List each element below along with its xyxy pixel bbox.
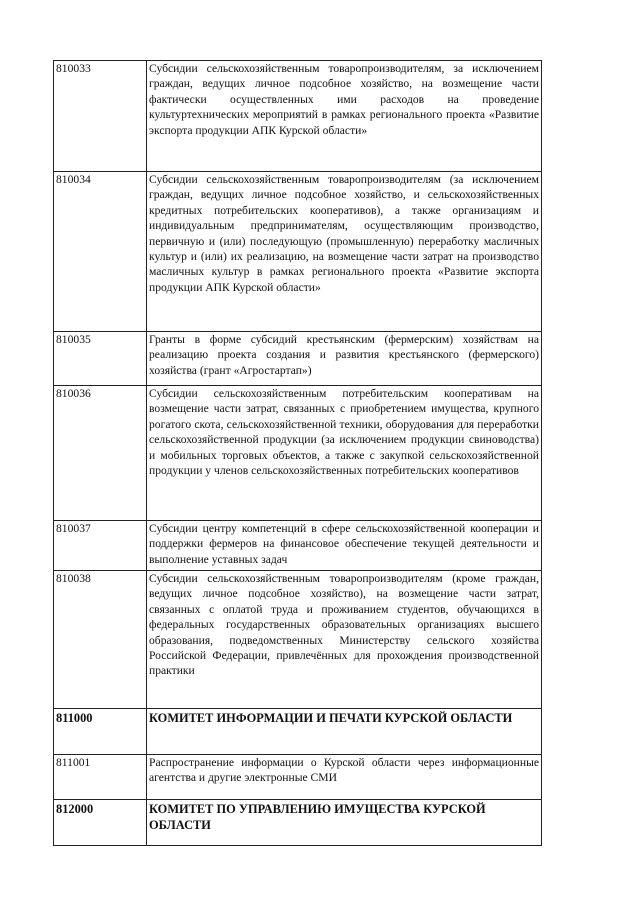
table-row (54, 172, 542, 332)
table-row-department (54, 709, 542, 755)
department-code: 812000 (54, 800, 147, 846)
row-code: 810036 (54, 386, 147, 521)
row-description: Распространение информации о Курской области через информационные агентства и другие электронные СМИ (147, 755, 542, 800)
row-code: 810037 (54, 521, 147, 571)
table-row (54, 755, 542, 800)
table-row (54, 571, 542, 709)
row-description: Субсидии центру компетенций в сфере сельскохозяйственной кооперации и поддержки фермеров на финансовое обеспечение текущей деятельности и выполнение уставных задач (147, 521, 542, 571)
row-code: 810038 (54, 571, 147, 709)
row-code: 811001 (54, 755, 147, 800)
row-description: Субсидии сельскохозяйственным товаропроизводителям, за исключением граждан, ведущих личное подсобное хозяйство, на возмещение части фактически осуществленных ими расходов на проведение культуртехнических мероприятий в рамках регионального проекта «Развитие экспорта продукции АПК Курской области» (147, 61, 542, 172)
department-title: КОМИТЕТ ИНФОРМАЦИИ И ПЕЧАТИ КУРСКОЙ ОБЛАСТИ (147, 709, 542, 755)
row-description: Гранты в форме субсидий крестьянским (фермерским) хозяйствам на реализацию проекта создания и развития крестьянского (фермерского) хозяйства (грант «Агростартап») (147, 332, 542, 386)
department-code: 811000 (54, 709, 147, 755)
table-row (54, 386, 542, 521)
row-description: Субсидии сельскохозяйственным товаропроизводителям (кроме граждан, ведущих личное подсобное хозяйство), на возмещение части затрат, связанных с оплатой труда и проживанием студентов, обучающихся в федеральных государственных образовательных организациях высшего образования, подведомственных Министерству сельского хозяйства Российской Федерации, привлечённых для прохождения производственной практики (147, 571, 542, 709)
budget-code-table (53, 60, 542, 846)
row-description: Субсидии сельскохозяйственным товаропроизводителям (за исключением граждан, ведущих личное подсобное хозяйство, и сельскохозяйственных кредитных потребительских кооперативов), а также организациям и индивидуальным предпринимателям, осуществляющим производство, первичную и (или) последующую (промышленную) переработку масличных культур и (или) их реализацию, на возмещение части затрат на производство масличных культур в рамках регионального проекта «Развитие экспорта продукции АПК Курской области» (147, 172, 542, 332)
table-row (54, 332, 542, 386)
table-row-department (54, 800, 542, 846)
row-code: 810035 (54, 332, 147, 386)
table-row (54, 521, 542, 571)
table-row (54, 61, 542, 172)
row-description: Субсидии сельскохозяйственным потребительским кооперативам на возмещение части затрат, связанных с приобретением имущества, крупного рогатого скота, сельскохозяйственной техники, оборудования для переработки сельскохозяйственной продукции (за исключением продукции свиноводства) и мобильных торговых объектов, а также с закупкой сельскохозяйственной продукции у членов сельскохозяйственных потребительских кооперативов (147, 386, 542, 521)
row-code: 810034 (54, 172, 147, 332)
department-title: КОМИТЕТ ПО УПРАВЛЕНИЮ ИМУЩЕСТВА КУРСКОЙ ОБЛАСТИ (147, 800, 542, 846)
row-code: 810033 (54, 61, 147, 172)
